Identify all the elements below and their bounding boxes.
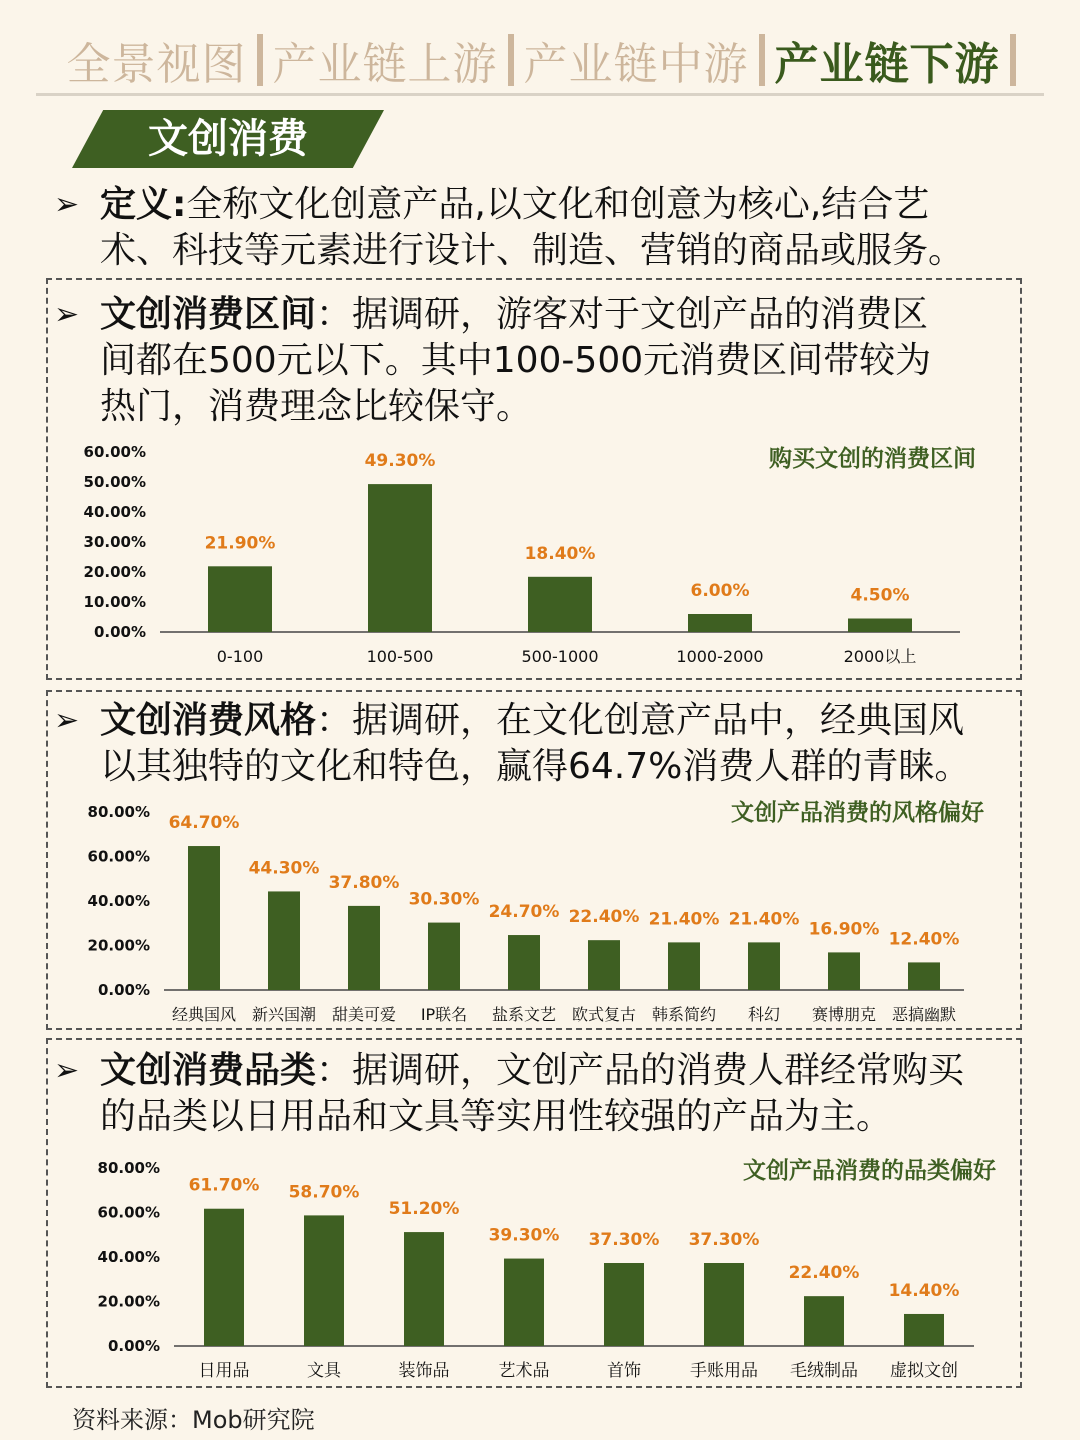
data-label: 14.40% bbox=[888, 1280, 960, 1301]
bar bbox=[748, 942, 780, 990]
category-line-2: 的品类以日用品和文具等实用性较强的产品为主。 bbox=[100, 1096, 893, 1137]
y-tick-label: 40.00% bbox=[87, 892, 150, 910]
data-label: 58.70% bbox=[288, 1182, 360, 1203]
style-line-1: ：据调研，在文化创意产品中，经典国风 bbox=[316, 700, 965, 741]
category-text bbox=[100, 1048, 964, 1140]
category-label: 1000-2000 bbox=[676, 647, 764, 666]
category-label: 虚拟文创 bbox=[890, 1361, 958, 1378]
data-label: 21.90% bbox=[204, 533, 276, 554]
bar bbox=[688, 614, 752, 632]
chart-title: 购买文创的消费区间 bbox=[769, 446, 976, 472]
arrow-bullet-icon: ➢ bbox=[54, 187, 80, 222]
category-label: 毛绒制品 bbox=[790, 1361, 858, 1378]
definition-term: 定义: bbox=[100, 184, 187, 225]
y-tick-label: 60.00% bbox=[87, 847, 150, 866]
bar bbox=[204, 1209, 244, 1346]
bar bbox=[704, 1263, 744, 1346]
price-range-chart bbox=[60, 440, 990, 670]
category-line-1: ：据调研，文创产品的消费人群经常购买 bbox=[316, 1050, 965, 1091]
nav-separator bbox=[257, 34, 263, 86]
bar bbox=[668, 942, 700, 990]
bar bbox=[208, 566, 272, 632]
data-label: 12.40% bbox=[888, 929, 960, 950]
tab-midstream[interactable]: 产业链中游 bbox=[523, 39, 749, 90]
category-label: 欧式复古 bbox=[571, 1005, 637, 1022]
bar bbox=[604, 1263, 644, 1346]
bar bbox=[804, 1296, 844, 1346]
data-label: 30.30% bbox=[408, 889, 480, 910]
data-label: 49.30% bbox=[364, 451, 436, 472]
bar bbox=[908, 962, 940, 990]
nav-separator bbox=[1010, 34, 1016, 86]
definition-line-2: 术、科技等元素进行设计、制造、营销的商品或服务。 bbox=[100, 230, 965, 271]
category-label: 恶搞幽默 bbox=[891, 1005, 957, 1022]
price-range-line-1: ：据调研，游客对于文创产品的消费区 bbox=[316, 294, 929, 335]
bar bbox=[504, 1259, 544, 1346]
data-label: 21.40% bbox=[648, 909, 720, 930]
style-text bbox=[100, 698, 970, 790]
bar bbox=[828, 952, 860, 990]
y-tick-label: 0.00% bbox=[107, 1337, 160, 1355]
category-label: 100-500 bbox=[366, 647, 434, 666]
category-chart bbox=[60, 1152, 1010, 1378]
bar bbox=[368, 484, 432, 632]
category-label: 科幻 bbox=[747, 1005, 781, 1022]
style-bullet bbox=[54, 698, 1014, 794]
bar bbox=[904, 1314, 944, 1346]
category-label: 韩系简约 bbox=[651, 1005, 717, 1022]
nav-separator bbox=[508, 34, 514, 86]
data-label: 6.00% bbox=[690, 581, 750, 601]
bar bbox=[428, 923, 460, 990]
category-label: 文具 bbox=[307, 1361, 341, 1378]
category-term: 文创消费品类 bbox=[100, 1050, 317, 1091]
style-term: 文创消费风格 bbox=[100, 700, 317, 741]
category-label: 首饰 bbox=[607, 1361, 641, 1378]
y-tick-label: 0.00% bbox=[97, 981, 150, 999]
bar bbox=[588, 940, 620, 990]
bar bbox=[848, 619, 912, 633]
y-tick-label: 0.00% bbox=[93, 623, 146, 641]
price-range-text bbox=[100, 292, 931, 430]
arrow-bullet-icon: ➢ bbox=[54, 703, 80, 738]
bar bbox=[348, 906, 380, 990]
category-label: 500-1000 bbox=[521, 647, 599, 666]
category-label: 0-100 bbox=[216, 647, 264, 666]
data-label: 22.40% bbox=[788, 1263, 860, 1284]
data-label: 4.50% bbox=[850, 585, 910, 606]
style-chart bbox=[60, 796, 1000, 1022]
category-label: 艺术品 bbox=[498, 1361, 550, 1378]
category-label: 日用品 bbox=[198, 1361, 250, 1378]
y-tick-label: 20.00% bbox=[83, 563, 146, 581]
bar-chart-svg bbox=[60, 440, 990, 670]
data-label: 16.90% bbox=[808, 919, 880, 940]
definition-text bbox=[100, 182, 964, 274]
top-nav bbox=[0, 28, 1080, 92]
price-range-bullet bbox=[54, 292, 1014, 432]
category-label: 经典国风 bbox=[171, 1005, 237, 1022]
y-tick-label: 60.00% bbox=[97, 1203, 160, 1222]
bar bbox=[304, 1215, 344, 1346]
y-tick-label: 80.00% bbox=[87, 803, 150, 821]
data-label: 37.80% bbox=[328, 872, 400, 893]
y-tick-label: 30.00% bbox=[83, 533, 146, 551]
price-range-term: 文创消费区间 bbox=[100, 294, 317, 335]
y-tick-label: 20.00% bbox=[97, 1292, 160, 1311]
category-label: 甜美可爱 bbox=[331, 1005, 397, 1022]
arrow-bullet-icon: ➢ bbox=[54, 1053, 80, 1088]
source-note: 资料来源：Mob研究院 bbox=[72, 1406, 315, 1434]
y-tick-label: 10.00% bbox=[83, 593, 146, 611]
category-label: 盐系文艺 bbox=[491, 1005, 557, 1022]
nav-separator bbox=[759, 34, 765, 86]
chart-title: 文创产品消费的品类偏好 bbox=[743, 1158, 996, 1184]
category-bullet bbox=[54, 1048, 1014, 1144]
data-label: 61.70% bbox=[188, 1175, 260, 1196]
data-label: 51.20% bbox=[388, 1199, 460, 1220]
data-label: 37.30% bbox=[588, 1230, 660, 1251]
y-tick-label: 40.00% bbox=[97, 1248, 160, 1266]
y-tick-label: 50.00% bbox=[83, 473, 146, 491]
data-label: 44.30% bbox=[248, 858, 320, 879]
nav-divider bbox=[36, 93, 1044, 96]
style-line-2: 以其独特的文化和特色，赢得64.7%消费人群的青睐。 bbox=[100, 746, 971, 787]
bar-chart-svg bbox=[60, 796, 1000, 1022]
bar bbox=[528, 577, 592, 632]
definition-bullet bbox=[54, 182, 1034, 278]
y-tick-label: 80.00% bbox=[97, 1159, 160, 1177]
data-label: 18.40% bbox=[524, 543, 596, 564]
tab-overview[interactable]: 全景视图 bbox=[66, 39, 247, 90]
category-label: 2000以上 bbox=[843, 647, 917, 666]
data-label: 21.40% bbox=[728, 909, 800, 930]
arrow-bullet-icon: ➢ bbox=[54, 297, 80, 332]
data-label: 39.30% bbox=[488, 1225, 560, 1246]
tab-upstream[interactable]: 产业链上游 bbox=[272, 39, 498, 90]
category-label: IP联名 bbox=[420, 1005, 468, 1022]
y-tick-label: 40.00% bbox=[83, 503, 146, 521]
definition-line-1: 全称文化创意产品,以文化和创意为核心,结合艺 bbox=[186, 184, 930, 225]
price-range-line-3: 热门，消费理念比较保守。 bbox=[100, 386, 533, 427]
price-range-line-2: 间都在500元以下。其中100-500元消费区间带较为 bbox=[100, 340, 932, 381]
chart-title: 文创产品消费的风格偏好 bbox=[731, 800, 984, 826]
category-label: 新兴国潮 bbox=[251, 1005, 317, 1022]
category-label: 赛博朋克 bbox=[811, 1005, 877, 1022]
data-label: 22.40% bbox=[568, 907, 640, 928]
tab-downstream[interactable]: 产业链下游 bbox=[774, 39, 1000, 90]
bar bbox=[188, 846, 220, 990]
section-title: 文创消费 bbox=[148, 116, 308, 162]
data-label: 37.30% bbox=[688, 1230, 760, 1251]
bar bbox=[404, 1232, 444, 1346]
y-tick-label: 20.00% bbox=[87, 936, 150, 955]
y-tick-label: 60.00% bbox=[83, 443, 146, 461]
data-label: 64.70% bbox=[168, 813, 240, 834]
data-label: 24.70% bbox=[488, 902, 560, 923]
category-label: 手账用品 bbox=[690, 1361, 758, 1378]
bar bbox=[508, 935, 540, 990]
bar-chart-svg bbox=[60, 1152, 1010, 1378]
category-label: 装饰品 bbox=[398, 1361, 450, 1378]
bar bbox=[268, 891, 300, 990]
